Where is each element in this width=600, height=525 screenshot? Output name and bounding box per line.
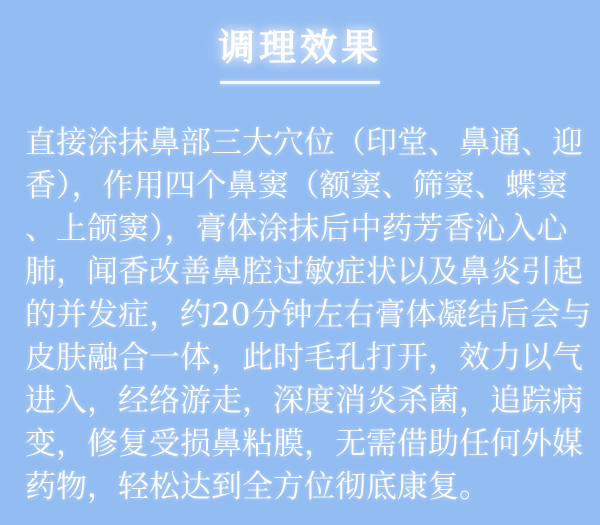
page-title: 调理效果 bbox=[218, 25, 382, 69]
text-line: 皮肤融合一体，此时毛孔打开，效力以气 bbox=[25, 340, 583, 376]
text-line: 肺，闻香改善鼻腔过敏症状以及鼻炎引起 bbox=[25, 254, 583, 290]
text-line: 直接涂抹鼻部三大穴位（印堂、鼻通、迎 bbox=[25, 125, 583, 161]
body-text bbox=[25, 122, 592, 509]
text-line: 进入，经络游走，深度消炎杀菌，追踪病 bbox=[25, 383, 583, 419]
text-line: 的并发症，约20分钟左右膏体凝结后会与 bbox=[25, 297, 592, 333]
text-line: 、上颌窦），膏体涂抹后中药芳香沁入心 bbox=[25, 211, 568, 247]
text-line: 香），作用四个鼻窦（额窦、筛窦、蝶窦 bbox=[25, 168, 568, 204]
text-line: 药物，轻松达到全方位彻底康复。 bbox=[25, 469, 490, 505]
text-line: 变，修复受损鼻粘膜，无需借助任何外媒 bbox=[25, 426, 583, 462]
header bbox=[0, 0, 600, 84]
title-underline bbox=[220, 81, 380, 84]
